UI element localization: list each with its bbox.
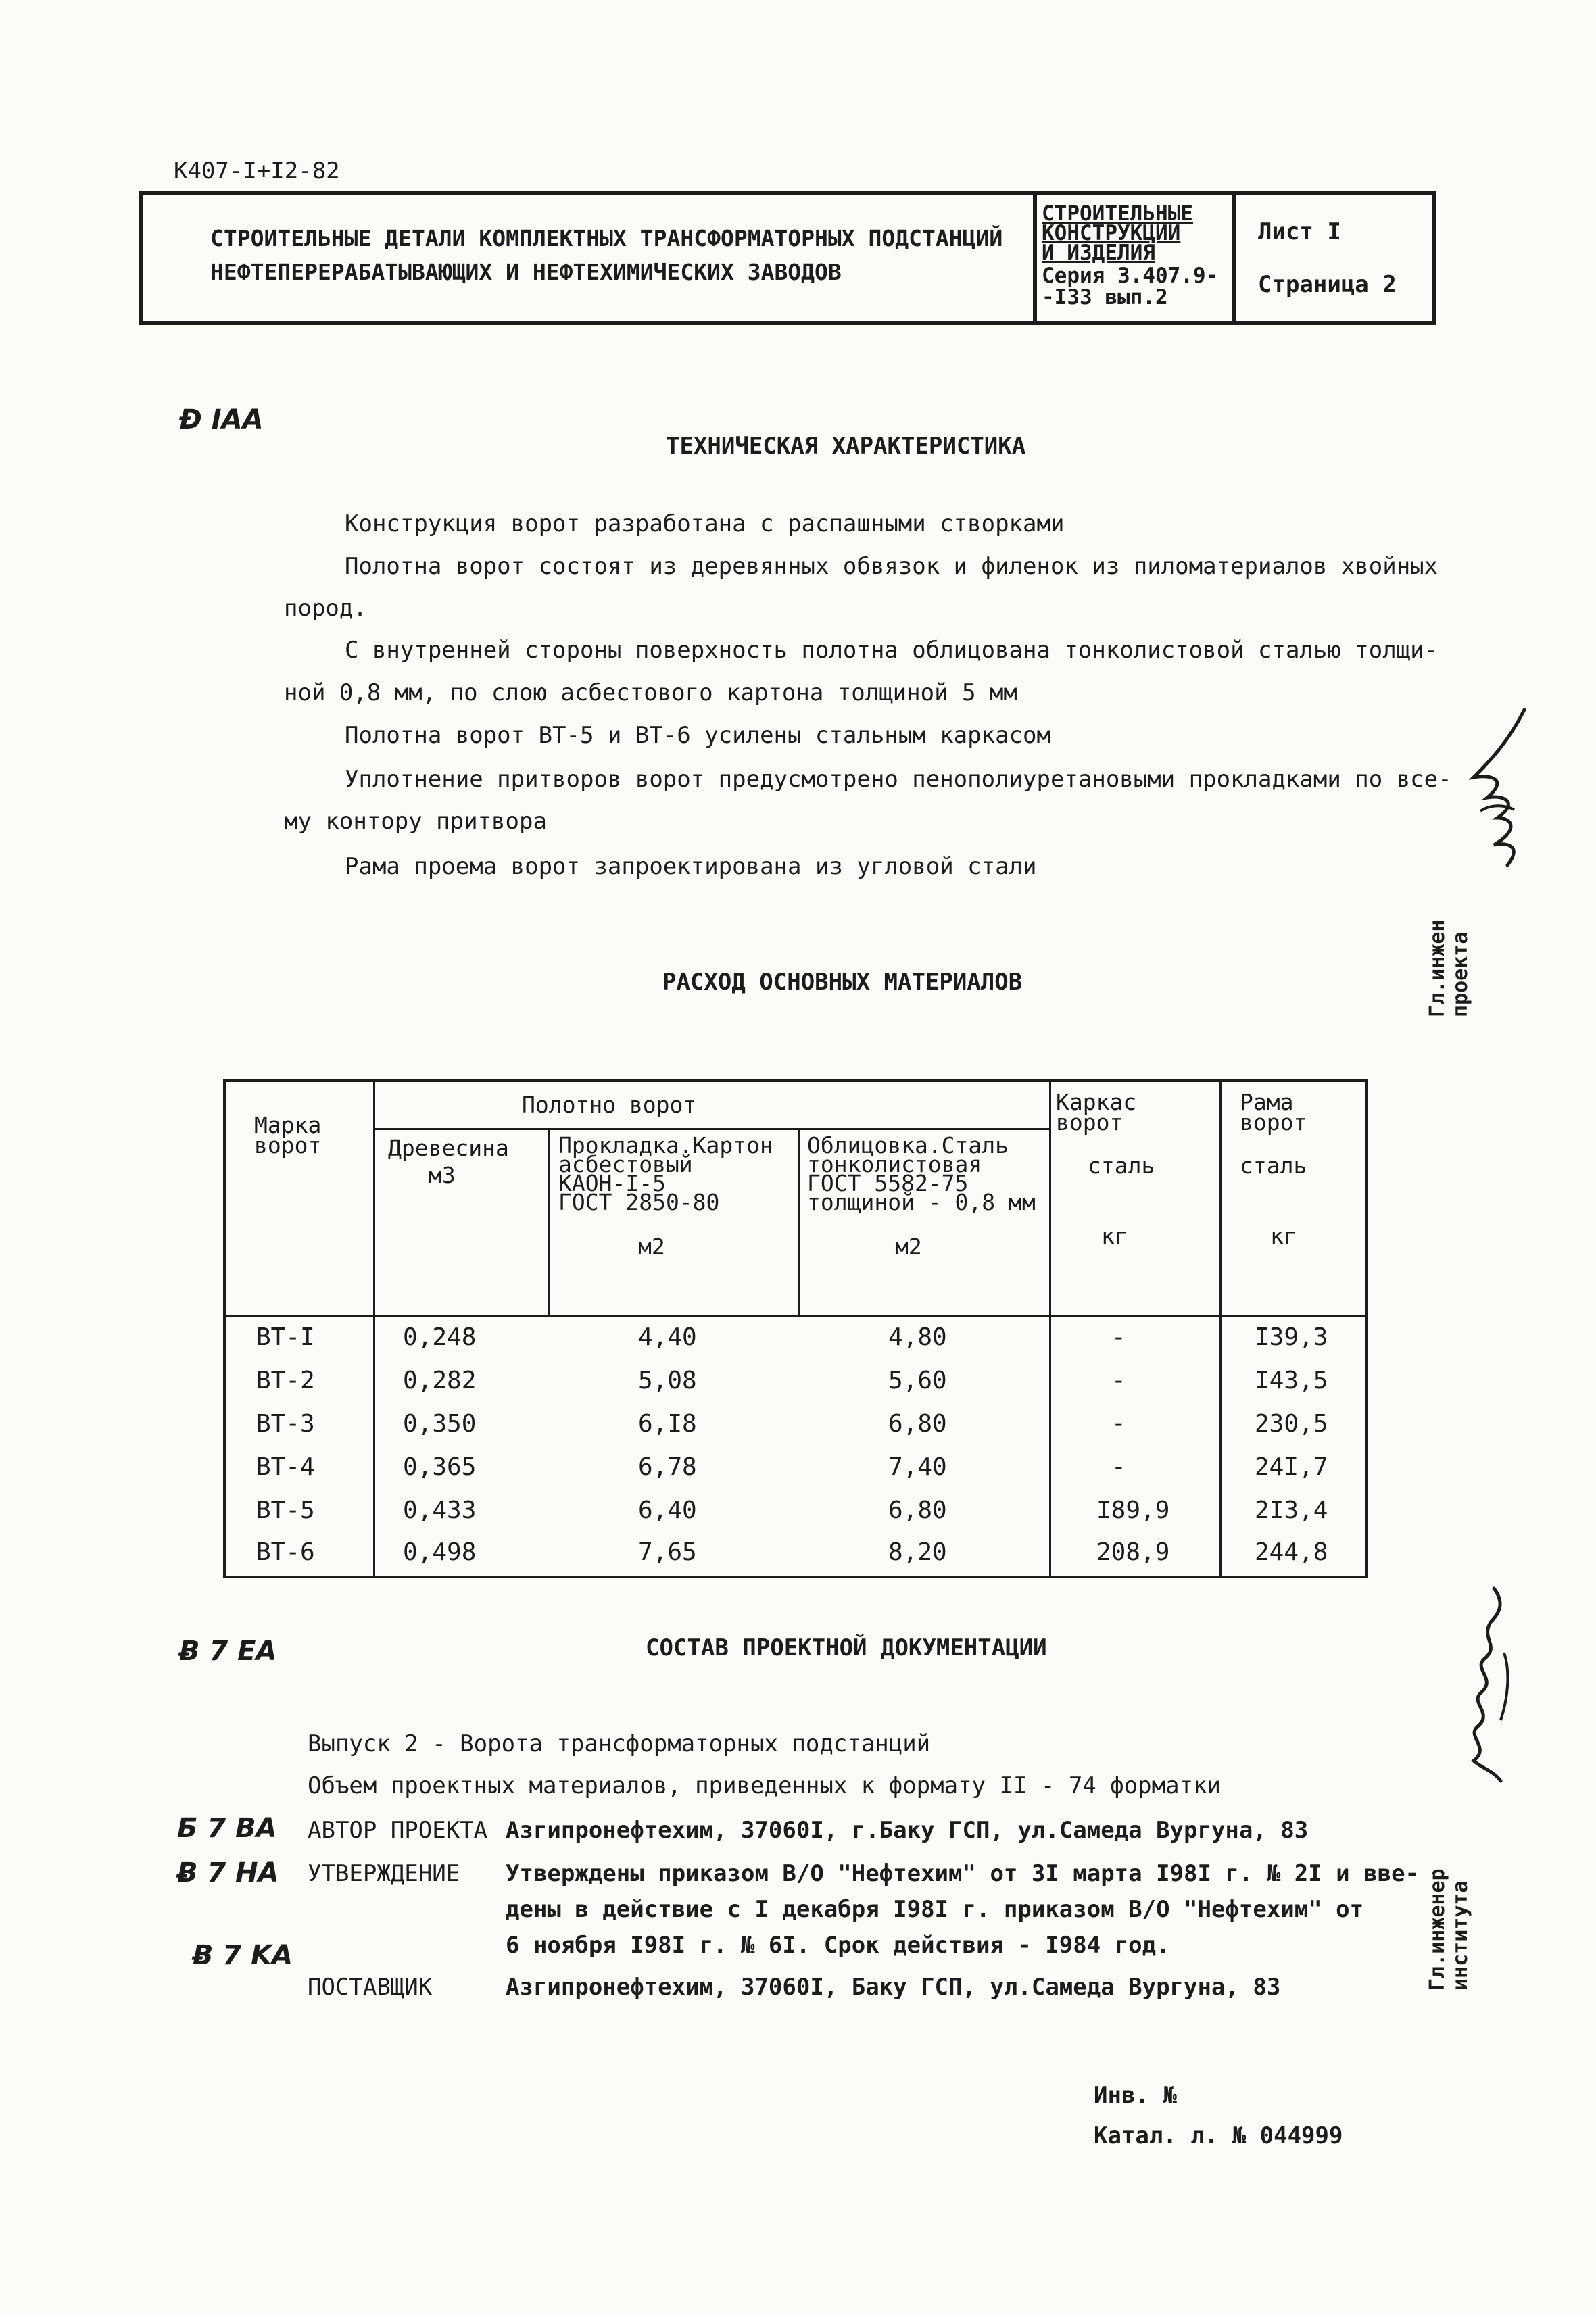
approval-text: Утверждены приказом В/О "Нефтехим" от 3I марта I98I г. № 2I и вве-: [506, 1860, 1420, 1887]
tech-heading: ТЕХНИЧЕСКАЯ ХАРАКТЕРИСТИКА: [666, 433, 1026, 460]
cell-wood: 0,433: [403, 1496, 477, 1524]
header-gasket: ГОСТ 2850-80: [558, 1189, 720, 1215]
catalog-number: Катал. л. № 044999: [1094, 2122, 1343, 2149]
cell-wood: 0,248: [403, 1323, 477, 1351]
cell-gasket: 6,I8: [638, 1410, 697, 1438]
header-mark: ворот: [254, 1132, 322, 1159]
cell-mark: ВТ-5: [256, 1496, 315, 1524]
inventory-number: Инв. №: [1094, 2082, 1177, 2109]
margin-code: Ƃ 7 BA: [177, 1813, 277, 1844]
cell-gasket: 5,08: [638, 1367, 697, 1394]
approval-text: 6 ноября I98I г. № 6I. Срок действия - I984 год.: [506, 1932, 1170, 1959]
tech-paragraph: Полотна ворот ВТ-5 и ВТ-6 усилены стальным каркасом: [345, 722, 1050, 749]
tech-paragraph: му контору притвора: [284, 808, 547, 835]
cell-frame: -: [1111, 1453, 1126, 1481]
cell-mark: ВТ-4: [256, 1453, 315, 1481]
cell-wood: 0,350: [403, 1410, 477, 1438]
cell-frame: 208,9: [1096, 1538, 1170, 1566]
tech-paragraph: Рама проема ворот запроектирована из угловой стали: [345, 853, 1037, 880]
composition-issue: Выпуск 2 - Ворота трансформаторных подстанций: [308, 1730, 931, 1757]
header-gasket: асбестовый: [558, 1151, 693, 1177]
header-cladding-unit: м2: [895, 1234, 922, 1260]
margin-code: Ƀ 7 EA: [179, 1636, 277, 1667]
header-cladding: толщиной - 0,8 мм: [807, 1189, 1036, 1215]
cell-cladding: 4,80: [888, 1323, 947, 1351]
tech-paragraph: ной 0,8 мм, по слою асбестового картона толщиной 5 мм: [284, 679, 1017, 706]
title-block-divider: [1033, 195, 1037, 321]
composition-heading: СОСТАВ ПРОЕКТНОЙ ДОКУМЕНТАЦИИ: [646, 1634, 1047, 1661]
cell-mark: ВТ-I: [256, 1323, 315, 1351]
cell-mark: ВТ-3: [256, 1410, 315, 1438]
cell-cladding: 5,60: [888, 1367, 947, 1394]
composition-volume: Объем проектных материалов, приведенных к формату II - 74 форматки: [308, 1772, 1222, 1799]
series-line-2: КОНСТРУКЦИИ: [1042, 221, 1181, 245]
margin-code: Ƀ 7 KA: [193, 1940, 293, 1971]
header-rama: ворот: [1240, 1109, 1307, 1136]
title-block: [139, 191, 1436, 325]
series-line-5: -I33 вып.2: [1042, 285, 1168, 310]
tech-paragraph: С внутренней стороны поверхность полотна облицована тонколистовой сталью толщи-: [345, 637, 1438, 664]
header-frame-unit: кг: [1101, 1223, 1128, 1249]
header-cladding: тонколистовая: [807, 1151, 982, 1177]
header-frame: Каркас: [1056, 1089, 1137, 1115]
title-line-2: НЕФТЕПЕРЕРАБАТЫВАЮЩИХ И НЕФТЕХИМИЧЕСКИХ ЗАВОДОВ: [210, 259, 842, 285]
cell-cladding: 7,40: [888, 1453, 947, 1481]
margin-code: Ƀ 7 HA: [177, 1857, 279, 1888]
sheet-number: Лист I: [1258, 218, 1341, 245]
supplier-value: Азгипронефтехим, 37060I, Баку ГСП, ул.Самеда Вургуна, 83: [506, 1974, 1281, 2001]
cell-frame: I89,9: [1096, 1496, 1170, 1524]
cell-wood: 0,365: [403, 1453, 477, 1481]
cell-cladding: 8,20: [888, 1538, 947, 1566]
header-wood: Древесина: [388, 1135, 509, 1161]
header-rama-unit: кг: [1270, 1223, 1297, 1249]
cell-rama: 24I,7: [1255, 1453, 1328, 1481]
side-label-chief-institute-engineer: [1426, 1868, 1472, 1991]
side-label-line: Гл.инженер: [1426, 1868, 1449, 1991]
materials-heading: РАСХОД ОСНОВНЫХ МАТЕРИАЛОВ: [662, 969, 1023, 996]
cell-rama: 244,8: [1255, 1538, 1328, 1566]
series-line-1: СТРОИТЕЛЬНЫЕ: [1042, 201, 1193, 226]
tech-paragraph: Полотна ворот состоят из деревянных обвязок и филенок из пиломатериалов хвойных: [345, 553, 1438, 580]
cell-frame: -: [1111, 1367, 1126, 1394]
series-line-3: И ИЗДЕЛИЯ: [1042, 241, 1155, 265]
page-number: Страница 2: [1258, 271, 1397, 298]
signature-upper: [1460, 703, 1541, 879]
cell-gasket: 6,40: [638, 1496, 697, 1524]
approval-label: УТВЕРЖДЕНИЕ: [308, 1860, 460, 1887]
supplier-label: ПОСТАВЩИК: [308, 1974, 433, 2001]
side-label-line: института: [1449, 1880, 1472, 1991]
side-label-line: Гл.инжен: [1426, 919, 1449, 1017]
document-code: К407-I+I2-82: [174, 157, 340, 185]
header-panel: Полотно ворот: [522, 1092, 697, 1118]
materials-table: [223, 1079, 1368, 1578]
cell-wood: 0,282: [403, 1367, 477, 1394]
cell-gasket: 7,65: [638, 1538, 697, 1566]
title-block-divider: [1232, 195, 1236, 321]
cell-rama: I43,5: [1255, 1367, 1328, 1394]
header-cladding: ГОСТ 5582-75: [807, 1170, 969, 1196]
cell-gasket: 6,78: [638, 1453, 697, 1481]
author-value: Азгипронефтехим, 37060I, г.Баку ГСП, ул.Самеда Вургуна, 83: [506, 1817, 1309, 1844]
tech-paragraph: Конструкция ворот разработана с распашными створками: [345, 510, 1065, 537]
cell-mark: ВТ-2: [256, 1367, 315, 1394]
header-gasket: КАОН-I-5: [558, 1170, 666, 1196]
header-wood-unit: м3: [429, 1162, 456, 1188]
header-frame: ворот: [1056, 1109, 1123, 1136]
header-rama: Рама: [1240, 1089, 1294, 1115]
cell-frame: -: [1111, 1410, 1126, 1438]
author-label: АВТОР ПРОЕКТА: [308, 1817, 488, 1844]
cell-cladding: 6,80: [888, 1496, 947, 1524]
header-cladding: Облицовка.Сталь: [807, 1132, 1009, 1159]
cell-rama: 2I3,4: [1255, 1496, 1328, 1524]
header-gasket-unit: м2: [638, 1234, 665, 1260]
cell-gasket: 4,40: [638, 1323, 697, 1351]
title-line-1: СТРОИТЕЛЬНЫЕ ДЕТАЛИ КОМПЛЕКТНЫХ ТРАНСФОРМАТОРНЫХ ПОДСТАНЦИЙ: [210, 225, 1003, 251]
approval-text: дены в действие с I декабря I98I г. приказом В/О "Нефтехим" от: [506, 1896, 1364, 1923]
side-label-chief-project-engineer: [1426, 920, 1472, 1018]
tech-paragraph: пород.: [284, 595, 367, 622]
margin-code: Ð IAA: [179, 404, 264, 435]
header-frame: сталь: [1088, 1152, 1155, 1179]
cell-rama: I39,3: [1255, 1323, 1328, 1351]
cell-wood: 0,498: [403, 1538, 477, 1566]
tech-paragraph: Уплотнение притворов ворот предусмотрено пенополиуретановыми прокладками по все-: [345, 766, 1452, 793]
cell-mark: ВТ-6: [256, 1538, 315, 1566]
cell-cladding: 6,80: [888, 1410, 947, 1438]
series-line-4: Серия 3.407.9-: [1042, 264, 1219, 288]
header-mark: Марка: [254, 1112, 322, 1138]
header-rama: сталь: [1240, 1152, 1307, 1179]
cell-rama: 230,5: [1255, 1410, 1328, 1438]
cell-frame: -: [1111, 1323, 1126, 1351]
side-label-line: проекта: [1449, 931, 1472, 1017]
signature-lower: [1453, 1585, 1534, 1788]
header-gasket: Прокладка.Картон: [558, 1132, 773, 1159]
